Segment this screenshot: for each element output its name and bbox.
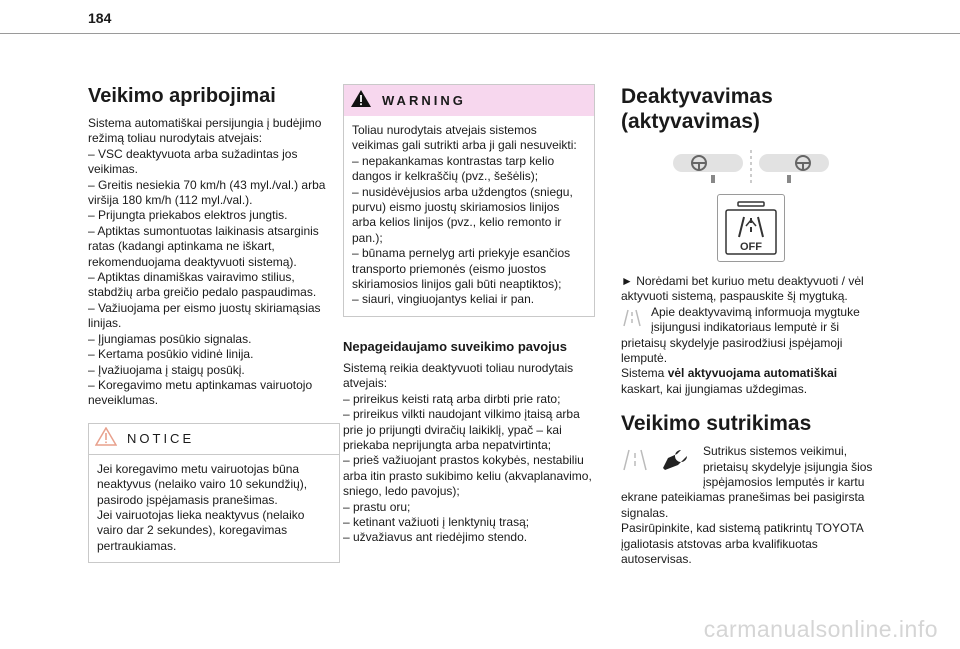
notice-box xyxy=(88,423,340,563)
column-limitations xyxy=(88,84,340,563)
malfunction-text: Sutrikus sistemos veikimui, prietaisų skydelyje įsijungia šios įspėjamosios lemputės ir kartu ekrane pateikiamas pranešimas bei pasigirsta signalas. Pasirūpinkite, kad sistemą patikrintų TOYOTA įgaliotasis atstovas arba kvalifikuotas autoservisas. xyxy=(621,444,873,567)
notice-body: Jei koregavimo metu vairuotojas būna neaktyvus (nelaiko vairo 10 sekundžių), pasirodo įspėjamasis pranešimas. Jei vairuotojas lieka neaktyvus (nelaiko vairo dar 2 sekundes), koregavimas pertraukiamas. xyxy=(97,461,308,553)
malfunction-heading: Veikimo sutrikimas xyxy=(621,412,812,436)
deactivation-heading: Deaktyvavimas (aktyvavimas) xyxy=(621,85,773,133)
warning-title: WARNING xyxy=(382,92,466,108)
unwanted-activation-heading: Nepageidaujamo suveikimo pavojus xyxy=(343,338,567,354)
warning-header xyxy=(344,85,594,116)
column-warning xyxy=(343,84,595,546)
lane-warning-lamp-icon xyxy=(621,307,643,333)
unwanted-activation-body: Sistemą reikia deaktyvuoti toliau nurodytais atvejais: – prireikus keisti ratą arba dirbti prie rato; – prireikus vilkti naudojant vilkimo įtaisą arba prie jo prijungti dviračių laikiklį, ypač – kai priekaba neprijungta arba nepatvirtinta; – prieš važiuojant prastos kokybės, nestabiliu arba itin prasto sukibimo keliu (akvaplanavimo, sniego, ledo pavojus); – prastu oru; – ketinant važiuoti į lenktynių trasą; – užvažiavus ant riedėjimo stendo. xyxy=(343,360,592,545)
limitations-body: Sistema automatiškai persijungia į budėjimo režimą toliau nurodytais atvejais: – VSC deaktyvuota arba sužadintas jos veikimas. – Greitis nesiekia 70 km/h (43 myl./val.) arba viršija 180 km/h (112 myl./val.). – Prijungta priekabos elektros jungtis. – Aptiktas sumontuotas laikinasis atsarginis ratas (kadangi aptinkama ne iškart, rekomenduojama deaktyvuoti sistemą). – Aptiktas dinamiškas vairavimo stilius, stabdžių arba greičio pedalo paspaudimas. – Važiuojama per eismo juostų skiriamąsias linijas. – Įjungiamas posūkio signalas. – Kertama posūkio vidinė linija. – Įvažiuojama į staigų posūkį. – Koregavimo metu aptinkamas vairuotojo neveiklumas. xyxy=(88,116,326,408)
deactivation-instruction: ► Norėdami bet kuriuo metu deaktyvuoti / vėl aktyvuoti sistemą, paspauskite šį mygtuką. xyxy=(621,274,864,304)
notice-triangle-icon xyxy=(95,427,117,450)
indicator-info-text: Apie deaktyvavimą informuoja mygtuke įsijungusi indikatoriaus lemputė ir ši prietaisų skydelyje pasirodžiusi įspėjamoji lemputė. xyxy=(621,304,860,366)
notice-header xyxy=(89,424,339,455)
warning-box xyxy=(343,84,595,317)
lane-keeping-illustration xyxy=(621,148,881,186)
warning-body: Toliau nurodytais atvejais sistemos veikimas gali sutrikti arba ji gali nesuveikti: – nepakankamas kontrastas tarp kelio dangos ir kelkraščių (pvz., šešėlis); – nusidėvėjusios arba uždengtos (sniegu, purvu) eismo juostų skiriamosios linijos arba kelios linijos (pvz., kelio remonto ir pan.); – būnama pernelyg arti priekyje esančios transporto priemonės (eismo juostos skiriamosios linijos gali būti neaptiktos); – siauri, vingiuojantys keliai ir pan. xyxy=(352,123,577,307)
column-deactivation xyxy=(621,84,881,568)
limitations-heading: Veikimo apribojimai xyxy=(88,85,276,107)
page-number: 184 xyxy=(88,10,112,26)
auto-reactivation-text: Sistema vėl aktyvuojama automatiškai kaskart, kai įjungiamas uždegimas. xyxy=(621,366,838,396)
steering-wheel-lane-icon xyxy=(671,148,831,186)
svg-text:OFF: OFF xyxy=(740,241,762,253)
unwanted-activation-section xyxy=(343,339,595,546)
indicator-info xyxy=(621,305,881,367)
malfunction-info xyxy=(621,444,881,567)
lane-assist-off-icon xyxy=(722,199,780,257)
notice-title: NOTICE xyxy=(127,431,195,447)
watermark: carmanualsonline.info xyxy=(703,616,938,642)
lane-assist-off-button-illustration xyxy=(717,194,785,262)
top-rule xyxy=(0,33,960,34)
warning-triangle-icon xyxy=(350,89,372,112)
malfunction-lamps-icon xyxy=(621,446,695,478)
